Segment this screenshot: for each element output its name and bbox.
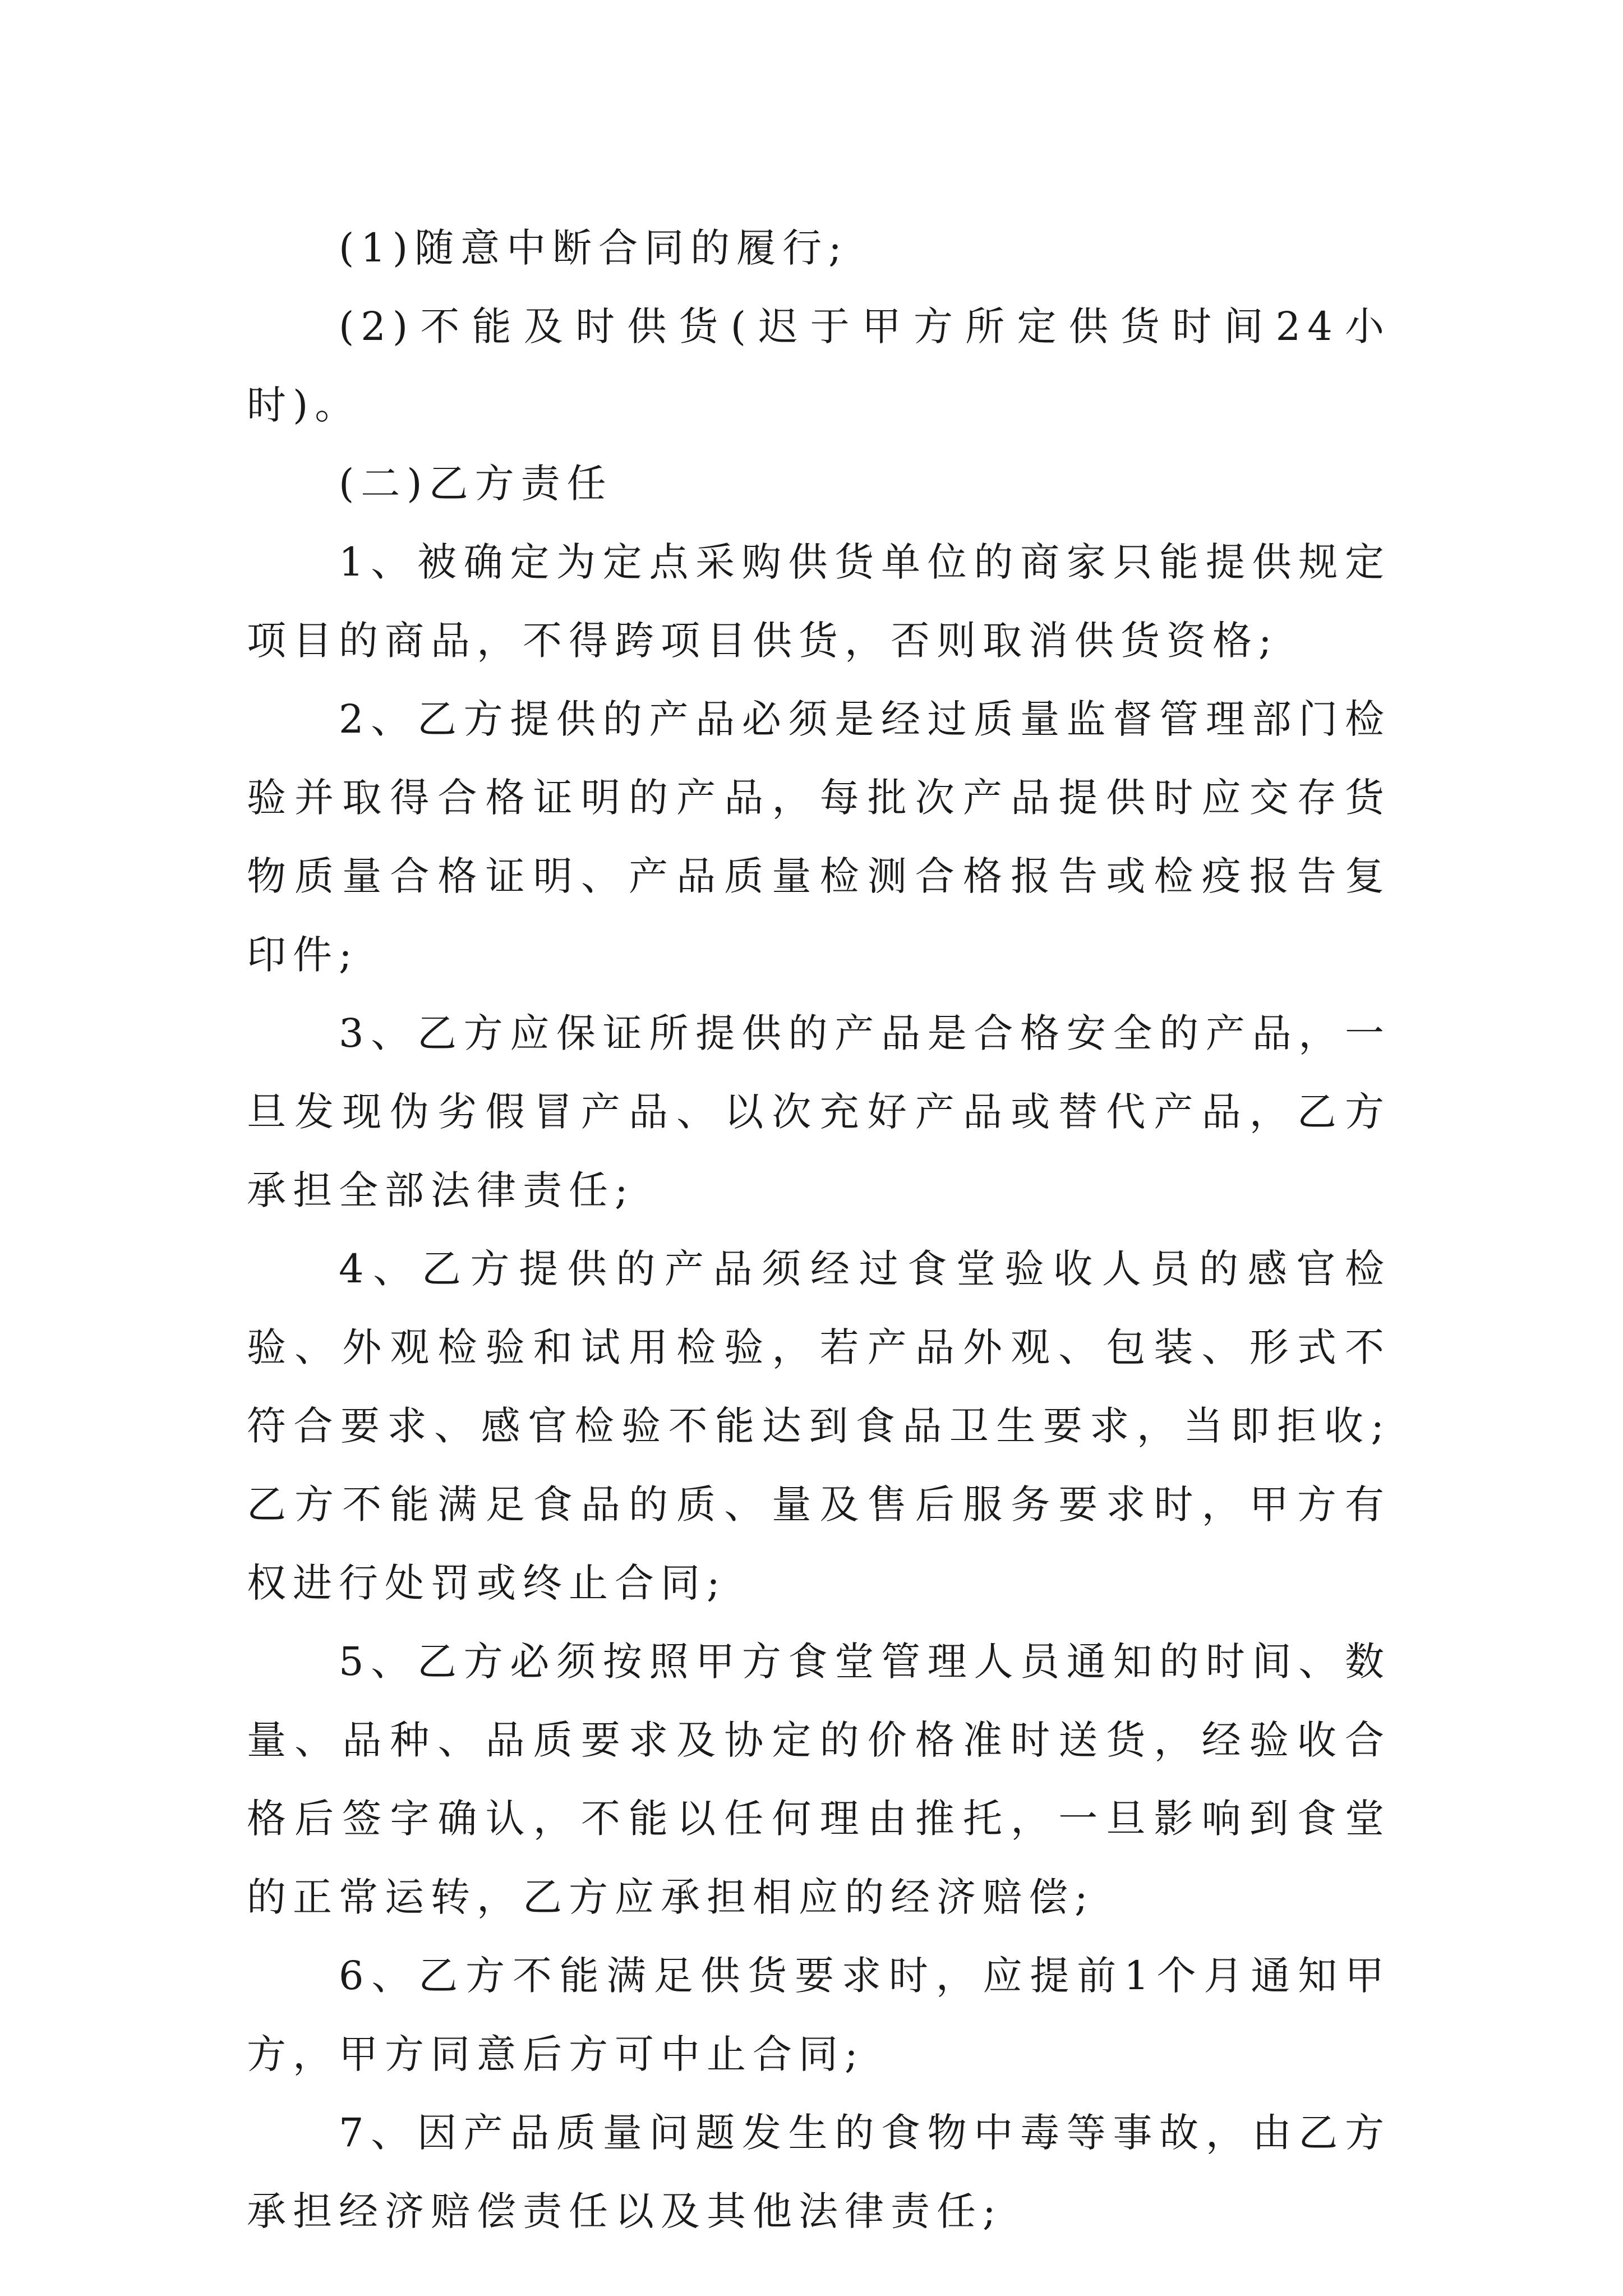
clause-2: 2、乙方提供的产品必须是经过质量监督管理部门检验并取得合格证明的产品，每批次产品提供时应交存货物质量合格证明、产品质量检测合格报告或检疫报告复印件; (247, 696, 1391, 978)
clause-5: 5、乙方必须按照甲方食堂管理人员通知的时间、数量、品种、品质要求及协定的价格准时送货，经验收合格后签字确认，不能以任何理由推托，一旦影响到食堂的正常运转，乙方应承担相应的经济赔偿; (247, 1639, 1391, 1920)
paragraph-breach-item-2: (2)不能及时供货(迟于甲方所定供货时间24小时)。 (247, 303, 1391, 428)
clause-4: 4、乙方提供的产品须经过食堂验收人员的感官检验、外观检验和试用检验，若产品外观、包装、形式不符合要求、感官检验不能达到食品卫生要求，当即拒收;乙方不能满足食品的质、量及售后服务要求时，甲方有权进行处罚或终止合同; (247, 1246, 1391, 1606)
clause-7: 7、因产品质量问题发生的食物中毒等事故，由乙方承担经济赔偿责任以及其他法律责任; (247, 2110, 1391, 2234)
clause-1: 1、被确定为定点采购供货单位的商家只能提供规定项目的商品，不得跨项目供货，否则取消供货资格; (247, 539, 1391, 664)
paragraph-breach-item-1: (1)随意中断合同的履行; (339, 225, 849, 271)
section-heading-party-b: (二)乙方责任 (339, 461, 613, 507)
clause-6: 6、乙方不能满足供货要求时，应提前1个月通知甲方，甲方同意后方可中止合同; (247, 1953, 1391, 2077)
clause-3: 3、乙方应保证所提供的产品是合格安全的产品，一旦发现伪劣假冒产品、以次充好产品或替代产品，乙方承担全部法律责任; (247, 1010, 1391, 1213)
document-body (247, 209, 1391, 2251)
